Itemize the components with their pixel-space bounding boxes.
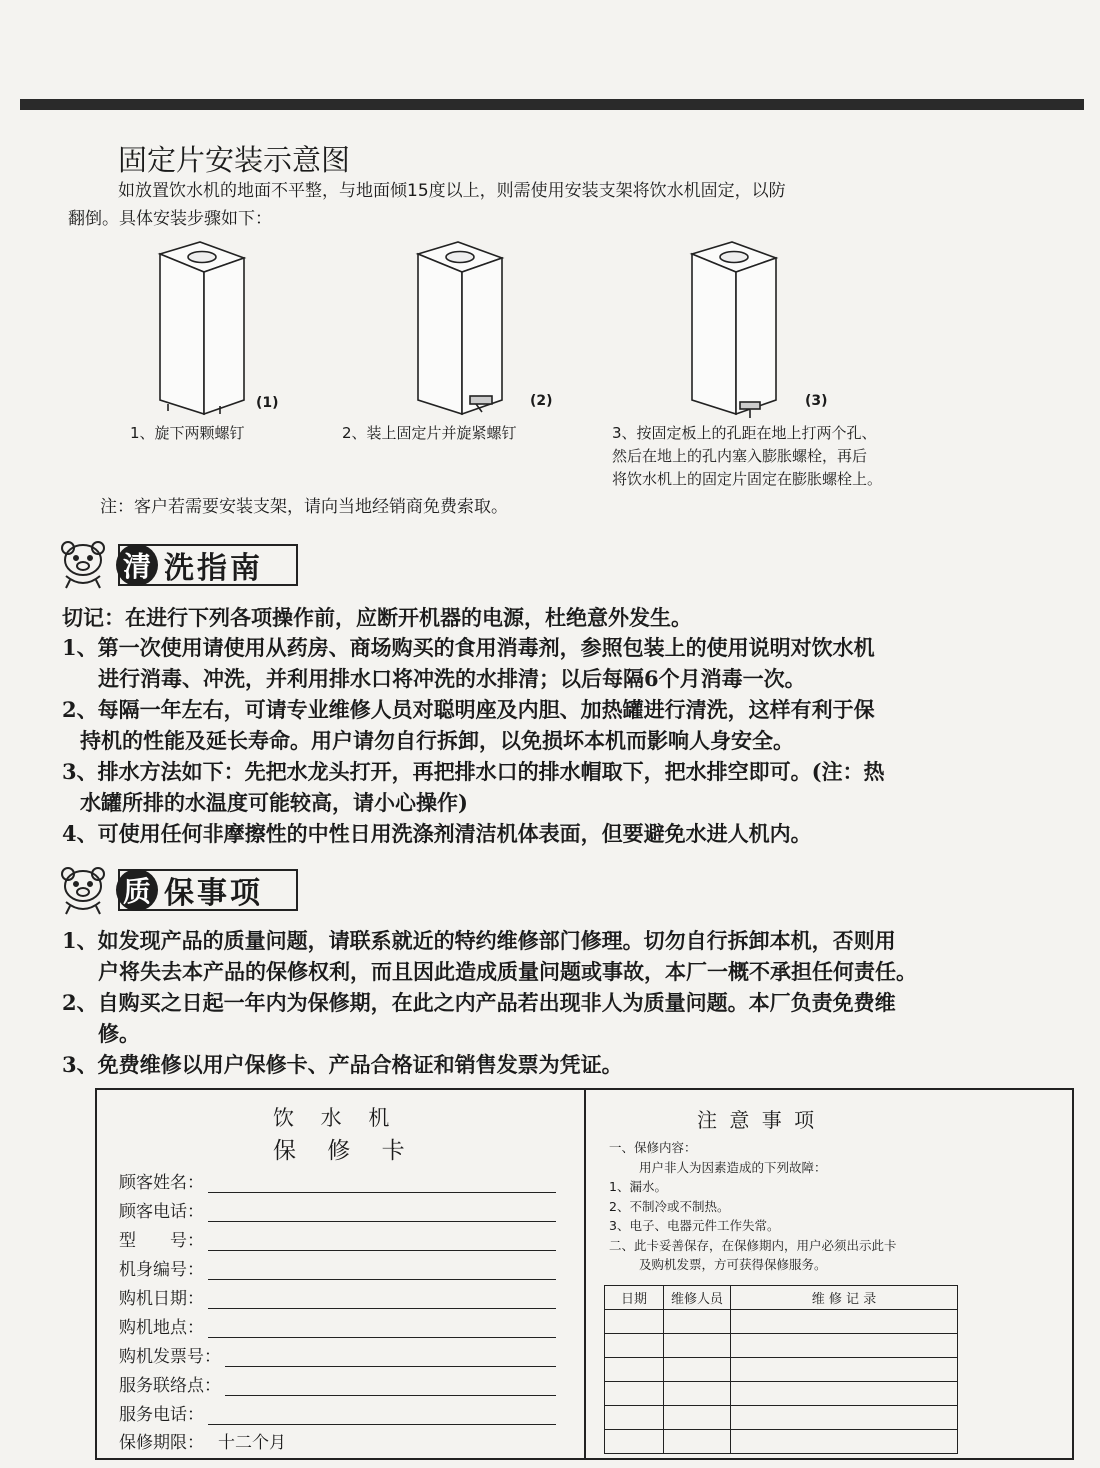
step-2-caption: 2、装上固定片并旋紧螺钉 [342, 424, 517, 442]
field-warranty-period: 保修期限： 十二个月 [119, 1433, 286, 1453]
cleaning-item: 2、每隔一年左右，可请专业维修人员对聪明座及内胆、加热罐进行清洗，这样有利于保 [62, 697, 875, 722]
col-record: 维 修 记 录 [731, 1286, 958, 1310]
field-service-phone[interactable]: 服务电话： [119, 1400, 556, 1425]
repair-record-table [604, 1285, 958, 1454]
table-row[interactable] [605, 1406, 958, 1430]
bear-mascot-icon [60, 864, 106, 916]
step-3-caption: 3、按固定板上的孔距在地上打两个孔、 然后在地上的孔内塞入膨胀螺栓，再后 将饮水机上的固定片固定在膨胀螺栓上。 [612, 424, 883, 488]
table-row[interactable] [605, 1382, 958, 1406]
field-purchase-place[interactable]: 购机地点： [119, 1313, 556, 1338]
warranty-heading [118, 869, 298, 911]
dispenser-illustration-3 [692, 242, 776, 418]
warranty-item: 1、如发现产品的质量问题，请联系就近的特约维修部门修理。切勿自行拆卸本机，否则用 [62, 928, 896, 953]
field-customer-phone[interactable]: 顾客电话： [119, 1197, 556, 1222]
step-2-number: (2) [530, 393, 553, 409]
cleaning-item: 1、第一次使用请使用从药房、商场购买的食用消毒剂，参照包装上的使用说明对饮水机 [62, 635, 875, 660]
col-date: 日期 [605, 1286, 664, 1310]
warranty-list: 1、如发现产品的质量问题，请联系就近的特约维修部门修理。切勿自行拆卸本机，否则用 户将失去本产品的保修权利，而且因此造成质量问题或事故，本厂一概不承担任何责任。 2、自购买之日起一年内为保修期，在此之内产品若出现非人为质量问题。本厂负责免费维 修。 3、免费维修以用户保修卡、产品合格证和销售发票为凭证。 [62, 925, 917, 1080]
top-rule [20, 99, 1084, 110]
warranty-item: 3、免费维修以用户保修卡、产品合格证和销售发票为凭证。 [62, 1052, 623, 1077]
col-technician: 维修人员 [664, 1286, 731, 1310]
field-serial-number[interactable]: 机身编号： [119, 1255, 556, 1280]
warranty-heading-text: 保事项 [164, 876, 263, 911]
field-model[interactable]: 型 号： [119, 1226, 556, 1251]
card-divider [584, 1090, 586, 1458]
notice-title: 注 意 事 项 [697, 1108, 818, 1132]
cleaning-heading-badge: 清 [116, 544, 158, 586]
card-title-line1: 饮 水 机 [273, 1106, 400, 1130]
dispenser-illustration-1 [160, 242, 244, 414]
step-1-caption: 1、旋下两颗螺钉 [130, 424, 245, 442]
field-service-point[interactable]: 服务联络点： [119, 1371, 556, 1396]
field-purchase-date[interactable]: 购机日期： [119, 1284, 556, 1309]
install-intro-line2: 翻倒。具体安装步骤如下： [68, 209, 272, 229]
install-title: 固定片安装示意图 [118, 143, 351, 177]
field-customer-name[interactable]: 顾客姓名： [119, 1168, 556, 1193]
cleaning-warning: 切记：在进行下列各项操作前，应断开机器的电源，杜绝意外发生。 [62, 605, 692, 630]
table-row[interactable] [605, 1430, 958, 1454]
cleaning-list: 1、第一次使用请使用从药房、商场购买的食用消毒剂，参照包装上的使用说明对饮水机 进行消毒、冲洗，并利用排水口将冲洗的水排清；以后每隔6个月消毒一次。 2、每隔一年左右，可请专业维修人员对聪明座及内胆、加热罐进行清洗，这样有利于保 持机的性能及延长寿命。用户请勿自行拆卸，以免损坏本机而影响人身安全。 3、排水方法如下：先把水龙头打开，再把排水口的排水帽取下，把水排空即可。(注：热 水罐所排的水温度可能较高，请小心操作) 4、可使用任何非摩擦性的中性日用洗涤剂清洁机体表面，但要避免水进人机内。 [62, 632, 885, 849]
cleaning-heading [118, 544, 298, 586]
install-intro-line1: 如放置饮水机的地面不平整，与地面倾15度以上，则需使用安装支架将饮水机固定，以防 [118, 181, 786, 201]
install-note: 注：客户若需要安装支架，请向当地经销商免费索取。 [100, 497, 508, 517]
step-1-number: (1) [256, 395, 279, 411]
table-row[interactable] [605, 1334, 958, 1358]
dispenser-illustration-2 [418, 242, 502, 414]
warranty-item: 2、自购买之日起一年内为保修期，在此之内产品若出现非人为质量问题。本厂负责免费维 [62, 990, 896, 1015]
bear-mascot-icon [60, 538, 106, 590]
notice-text: 一、保修内容： 用户非人为因素造成的下列故障： 1、漏水。 2、不制冷或不制热。 3、电子、电器元件工作失常。 二、此卡妥善保存，在保修期内，用户必须出示此卡 及购机发票，方可获得保修服务。 [609, 1140, 897, 1272]
cleaning-heading-text: 洗指南 [164, 551, 263, 586]
cleaning-item: 3、排水方法如下：先把水龙头打开，再把排水口的排水帽取下，把水排空即可。(注：热 [62, 759, 885, 784]
table-row[interactable] [605, 1358, 958, 1382]
table-row[interactable] [605, 1310, 958, 1334]
field-invoice-number[interactable]: 购机发票号： [119, 1342, 556, 1367]
card-title-line2: 保 修 卡 [273, 1138, 417, 1164]
cleaning-item: 4、可使用任何非摩擦性的中性日用洗涤剂清洁机体表面，但要避免水进人机内。 [62, 821, 812, 846]
step-3-number: (3) [805, 393, 828, 409]
warranty-heading-badge: 质 [116, 869, 158, 911]
